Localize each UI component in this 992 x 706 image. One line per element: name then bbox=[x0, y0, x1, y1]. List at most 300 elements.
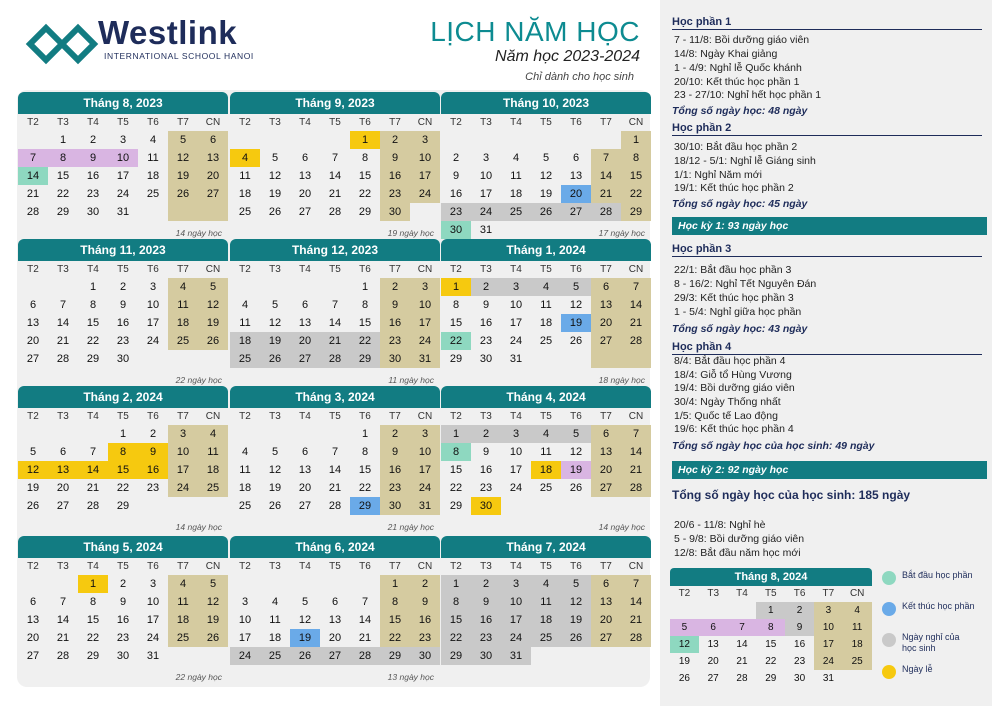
weekday-label: T6 bbox=[147, 264, 159, 275]
weekday-label: CN bbox=[417, 411, 433, 422]
day-cell: 1 bbox=[350, 131, 380, 149]
day-cell bbox=[18, 278, 48, 296]
hp4-item: 1/5: Quốc tế Lao động bbox=[674, 410, 778, 422]
day-cell bbox=[168, 647, 198, 665]
hp2-heading: Học phần 2 bbox=[672, 122, 982, 136]
day-cell: 17 bbox=[501, 611, 531, 629]
day-cell: 28 bbox=[328, 206, 342, 218]
day-cell: 4 bbox=[531, 575, 561, 593]
day-cell: 23 bbox=[410, 629, 440, 647]
day-cell: 20 bbox=[591, 314, 621, 332]
day-cell: 24 bbox=[509, 482, 523, 494]
day-cell: 28 bbox=[350, 647, 380, 665]
day-cell: 20 bbox=[707, 656, 719, 667]
day-cell: 13 bbox=[48, 461, 78, 479]
day-cell: 30 bbox=[410, 647, 440, 665]
day-cell: 5 bbox=[561, 575, 591, 593]
day-cell: 3 bbox=[149, 281, 157, 293]
weekday-label: T5 bbox=[540, 264, 552, 275]
day-cell: 26 bbox=[531, 203, 561, 221]
day-cell: 10 bbox=[814, 619, 843, 636]
week-row bbox=[230, 479, 440, 497]
day-cell: 13 bbox=[591, 593, 621, 611]
weekday-label: T3 bbox=[480, 561, 492, 572]
day-cell: 28 bbox=[621, 479, 651, 497]
school-year: Năm học 2023-2024 bbox=[495, 48, 640, 65]
study-days-count: 22 ngày học bbox=[175, 672, 222, 682]
day-cell: 12 bbox=[198, 593, 228, 611]
day-cell: 11 bbox=[531, 593, 561, 611]
day-cell: 24 bbox=[168, 479, 198, 497]
day-cell: 10 bbox=[410, 296, 440, 314]
day-cell: 7 bbox=[591, 149, 621, 167]
day-cell: 12 bbox=[561, 593, 591, 611]
day-cell: 4 bbox=[230, 149, 260, 167]
weekday-header bbox=[18, 261, 228, 278]
day-cell: 26 bbox=[290, 647, 320, 665]
weekday-label: T4 bbox=[87, 264, 99, 275]
day-cell: 1 bbox=[361, 281, 369, 293]
day-cell bbox=[230, 278, 260, 296]
day-cell: 30 bbox=[471, 497, 501, 515]
day-cell: 30 bbox=[380, 497, 410, 515]
day-cell: 21 bbox=[621, 611, 651, 629]
weekday-label: T3 bbox=[269, 264, 281, 275]
week-row bbox=[230, 593, 440, 611]
hk1-summary: Học kỳ 1: 93 ngày học bbox=[672, 217, 987, 235]
week-row bbox=[18, 296, 228, 314]
day-cell: 4 bbox=[531, 278, 561, 296]
day-cell: 27 bbox=[591, 479, 621, 497]
day-cell: 23 bbox=[380, 185, 410, 203]
day-cell: 24 bbox=[471, 203, 501, 221]
day-cell: 16 bbox=[471, 611, 501, 629]
day-cell: 8 bbox=[361, 152, 369, 164]
day-cell: 2 bbox=[471, 278, 501, 296]
weekday-label: T6 bbox=[570, 264, 582, 275]
weekday-label: T6 bbox=[147, 411, 159, 422]
day-cell bbox=[531, 350, 561, 368]
day-cell: 20 bbox=[290, 332, 320, 350]
day-cell: 12 bbox=[569, 299, 583, 311]
hp3-heading: Học phần 3 bbox=[672, 243, 982, 257]
day-cell: 2 bbox=[149, 428, 157, 440]
day-cell: 25 bbox=[539, 482, 553, 494]
week-row bbox=[670, 670, 872, 687]
month-calendar bbox=[18, 239, 228, 387]
day-cell: 6 bbox=[331, 596, 339, 608]
legend-swatch-icon bbox=[882, 602, 896, 616]
day-cell: 17 bbox=[146, 317, 160, 329]
week-row bbox=[670, 653, 872, 670]
weekday-header bbox=[670, 586, 872, 602]
day-cell: 17 bbox=[410, 314, 440, 332]
week-row bbox=[18, 425, 228, 443]
day-cell: 2 bbox=[380, 131, 410, 149]
hp3-item: 8 - 16/2: Nghỉ Tết Nguyên Đán bbox=[674, 278, 817, 290]
day-cell: 19 bbox=[260, 332, 290, 350]
day-cell: 2 bbox=[119, 281, 127, 293]
day-cell: 1 bbox=[380, 575, 410, 593]
weekday-label: T7 bbox=[389, 264, 401, 275]
day-cell: 13 bbox=[328, 614, 342, 626]
day-cell: 15 bbox=[108, 461, 138, 479]
day-cell: 22 bbox=[441, 629, 471, 647]
day-cell bbox=[290, 575, 320, 593]
hp1-heading: Học phần 1 bbox=[672, 16, 982, 30]
day-cell: 5 bbox=[301, 596, 309, 608]
day-cell: 5 bbox=[29, 446, 37, 458]
weekday-label: CN bbox=[849, 588, 865, 599]
day-cell: 24 bbox=[814, 653, 843, 670]
day-cell: 15 bbox=[765, 639, 777, 650]
month-calendar bbox=[441, 386, 651, 534]
summer-item: 12/8: Bắt đầu năm học mới bbox=[674, 547, 801, 559]
day-cell: 29 bbox=[765, 673, 777, 684]
weekday-label: T3 bbox=[480, 264, 492, 275]
weekday-header bbox=[230, 261, 440, 278]
header bbox=[0, 0, 660, 92]
day-cell: 12 bbox=[298, 614, 312, 626]
day-cell: 28 bbox=[621, 332, 651, 350]
day-cell: 27 bbox=[591, 629, 621, 647]
day-cell: 9 bbox=[119, 596, 127, 608]
day-cell: 28 bbox=[328, 500, 342, 512]
day-cell: 29 bbox=[358, 206, 372, 218]
weekday-label: T7 bbox=[389, 561, 401, 572]
day-cell: 26 bbox=[678, 673, 690, 684]
month-title: Tháng 5, 2024 bbox=[18, 536, 228, 558]
month-title: Tháng 2, 2024 bbox=[18, 386, 228, 408]
day-cell: 24 bbox=[501, 629, 531, 647]
day-cell: 26 bbox=[198, 332, 228, 350]
day-cell: 27 bbox=[707, 673, 719, 684]
day-cell: 24 bbox=[116, 188, 130, 200]
hp4-item: 30/4: Ngày Thống nhất bbox=[674, 396, 781, 408]
day-cell: 7 bbox=[59, 596, 67, 608]
day-cell: 11 bbox=[239, 317, 251, 329]
day-cell: 25 bbox=[238, 206, 252, 218]
day-cell: 30 bbox=[380, 350, 410, 368]
day-cell: 26 bbox=[198, 629, 228, 647]
weekday-header bbox=[18, 558, 228, 575]
study-days-count: 22 ngày học bbox=[175, 375, 222, 385]
day-cell: 5 bbox=[542, 152, 550, 164]
day-cell: 8 bbox=[441, 443, 471, 461]
day-cell: 2 bbox=[380, 425, 410, 443]
week-row bbox=[441, 296, 651, 314]
week-row bbox=[18, 593, 228, 611]
day-cell: 22 bbox=[449, 482, 463, 494]
day-cell: 27 bbox=[290, 350, 320, 368]
weekday-label: T7 bbox=[177, 264, 189, 275]
month-calendar bbox=[18, 92, 228, 240]
day-cell bbox=[260, 425, 290, 443]
day-cell: 1 bbox=[441, 278, 471, 296]
day-cell: 20 bbox=[198, 167, 228, 185]
day-cell: 22 bbox=[441, 332, 471, 350]
week-row bbox=[18, 167, 228, 185]
day-cell bbox=[561, 350, 591, 368]
day-cell bbox=[320, 131, 350, 149]
day-cell: 29 bbox=[449, 500, 463, 512]
day-cell bbox=[168, 497, 198, 515]
day-cell: 14 bbox=[591, 167, 621, 185]
day-cell: 14 bbox=[18, 167, 48, 185]
day-cell: 16 bbox=[116, 317, 130, 329]
day-cell: 17 bbox=[116, 170, 130, 182]
day-cell: 10 bbox=[410, 443, 440, 461]
day-cell bbox=[561, 131, 591, 149]
weekday-label: T5 bbox=[117, 561, 129, 572]
day-cell: 1 bbox=[119, 428, 127, 440]
day-cell bbox=[441, 131, 471, 149]
day-cell: 15 bbox=[86, 614, 100, 626]
day-cell: 11 bbox=[239, 464, 251, 476]
day-cell: 23 bbox=[116, 335, 130, 347]
day-cell: 8 bbox=[48, 149, 78, 167]
day-cell bbox=[48, 278, 78, 296]
weekday-label: T2 bbox=[27, 117, 39, 128]
weekday-label: T3 bbox=[57, 117, 69, 128]
weekday-label: T4 bbox=[736, 588, 748, 599]
day-cell: 21 bbox=[621, 314, 651, 332]
day-cell: 22 bbox=[621, 185, 651, 203]
day-cell bbox=[561, 647, 591, 665]
day-cell: 26 bbox=[569, 482, 583, 494]
day-cell: 17 bbox=[146, 614, 160, 626]
day-cell: 5 bbox=[271, 152, 279, 164]
day-cell bbox=[260, 131, 290, 149]
day-cell: 25 bbox=[531, 629, 561, 647]
day-cell: 10 bbox=[509, 446, 523, 458]
day-cell: 13 bbox=[569, 170, 583, 182]
weekday-label: T5 bbox=[117, 411, 129, 422]
month-calendar bbox=[230, 386, 440, 534]
day-cell: 2 bbox=[119, 578, 127, 590]
weekday-label: T2 bbox=[450, 117, 462, 128]
day-cell: 10 bbox=[509, 299, 523, 311]
day-cell: 25 bbox=[843, 653, 872, 670]
week-row bbox=[441, 350, 651, 368]
weekday-label: T5 bbox=[540, 561, 552, 572]
day-cell: 20 bbox=[26, 335, 40, 347]
weekday-label: T6 bbox=[570, 561, 582, 572]
hp3-item: 22/1: Bắt đầu học phần 3 bbox=[674, 264, 792, 276]
day-cell: 20 bbox=[298, 188, 312, 200]
day-cell: 19 bbox=[561, 314, 591, 332]
day-cell bbox=[320, 575, 350, 593]
day-cell: 31 bbox=[116, 206, 130, 218]
day-cell bbox=[699, 602, 728, 619]
day-cell: 22 bbox=[350, 332, 380, 350]
day-cell: 11 bbox=[843, 619, 872, 636]
weekday-label: CN bbox=[628, 264, 644, 275]
month-title: Tháng 4, 2024 bbox=[441, 386, 651, 408]
day-cell: 3 bbox=[410, 278, 440, 296]
week-row bbox=[18, 278, 228, 296]
weekday-header bbox=[230, 408, 440, 425]
day-cell: 16 bbox=[449, 188, 463, 200]
day-cell: 7 bbox=[331, 446, 339, 458]
week-row bbox=[441, 479, 651, 497]
day-cell: 8 bbox=[361, 299, 369, 311]
day-cell: 1 bbox=[756, 602, 785, 619]
weekday-label: T5 bbox=[329, 561, 341, 572]
day-cell: 10 bbox=[238, 614, 252, 626]
day-cell: 2 bbox=[471, 575, 501, 593]
day-cell: 29 bbox=[116, 500, 130, 512]
day-cell: 17 bbox=[410, 167, 440, 185]
day-cell: 3 bbox=[119, 134, 127, 146]
week-row bbox=[441, 593, 651, 611]
month-calendar bbox=[441, 92, 651, 240]
week-row bbox=[230, 629, 440, 647]
week-row bbox=[18, 149, 228, 167]
day-cell: 24 bbox=[410, 332, 440, 350]
day-cell: 15 bbox=[358, 464, 372, 476]
day-cell: 30 bbox=[471, 647, 501, 665]
day-cell: 16 bbox=[479, 317, 493, 329]
day-cell: 18 bbox=[843, 636, 872, 653]
day-cell: 21 bbox=[56, 335, 70, 347]
day-cell: 8 bbox=[621, 149, 651, 167]
hp1-item: 20/10: Kết thúc học phần 1 bbox=[674, 76, 800, 88]
week-row bbox=[441, 278, 651, 296]
day-cell: 14 bbox=[621, 296, 651, 314]
weekday-label: T7 bbox=[389, 411, 401, 422]
day-cell: 14 bbox=[328, 317, 342, 329]
weekday-label: T3 bbox=[57, 561, 69, 572]
day-cell: 12 bbox=[168, 149, 198, 167]
day-cell: 18 bbox=[531, 461, 561, 479]
day-cell: 2 bbox=[410, 575, 440, 593]
day-cell: 21 bbox=[328, 482, 342, 494]
day-cell: 19 bbox=[26, 482, 40, 494]
day-cell bbox=[561, 221, 591, 239]
day-cell: 29 bbox=[350, 350, 380, 368]
weekday-label: T2 bbox=[450, 561, 462, 572]
day-cell: 14 bbox=[736, 639, 748, 650]
month-title: Tháng 3, 2024 bbox=[230, 386, 440, 408]
weekday-label: T2 bbox=[450, 264, 462, 275]
day-cell: 8 bbox=[452, 299, 460, 311]
day-cell: 13 bbox=[198, 149, 228, 167]
month-calendar bbox=[18, 386, 228, 534]
week-row bbox=[441, 575, 651, 593]
day-cell: 13 bbox=[298, 317, 312, 329]
week-row bbox=[441, 167, 651, 185]
weekday-header bbox=[230, 114, 440, 131]
day-cell: 9 bbox=[785, 619, 814, 636]
day-cell: 1 bbox=[441, 425, 471, 443]
day-cell: 26 bbox=[168, 185, 198, 203]
day-cell: 18 bbox=[238, 482, 252, 494]
day-cell: 21 bbox=[26, 188, 40, 200]
day-cell: 15 bbox=[621, 167, 651, 185]
week-row bbox=[18, 443, 228, 461]
weekday-label: T7 bbox=[177, 411, 189, 422]
day-cell: 17 bbox=[410, 461, 440, 479]
weekday-label: T2 bbox=[239, 117, 251, 128]
day-cell: 7 bbox=[59, 299, 67, 311]
day-cell: 31 bbox=[410, 350, 440, 368]
day-cell: 23 bbox=[380, 479, 410, 497]
day-cell: 1 bbox=[361, 428, 369, 440]
week-row bbox=[230, 167, 440, 185]
day-cell: 3 bbox=[168, 425, 198, 443]
day-cell: 12 bbox=[268, 464, 282, 476]
day-cell: 4 bbox=[512, 152, 520, 164]
weekday-label: T2 bbox=[450, 411, 462, 422]
day-cell: 15 bbox=[358, 170, 372, 182]
day-cell: 2 bbox=[380, 278, 410, 296]
day-cell: 23 bbox=[471, 629, 501, 647]
day-cell: 15 bbox=[358, 317, 372, 329]
day-cell: 6 bbox=[29, 299, 37, 311]
day-cell: 21 bbox=[56, 632, 70, 644]
weekday-label: T4 bbox=[510, 411, 522, 422]
day-cell: 1 bbox=[78, 575, 108, 593]
day-cell: 31 bbox=[146, 650, 160, 662]
brand-name: Westlink bbox=[98, 14, 238, 51]
legend-label: Ngày lễ bbox=[902, 664, 933, 674]
day-cell bbox=[290, 131, 320, 149]
study-days-count: 14 ngày học bbox=[175, 228, 222, 238]
day-cell: 14 bbox=[358, 614, 372, 626]
day-cell: 8 bbox=[380, 593, 410, 611]
day-cell: 4 bbox=[531, 425, 561, 443]
weekday-label: T3 bbox=[269, 411, 281, 422]
day-cell: 5 bbox=[271, 299, 279, 311]
day-cell: 14 bbox=[56, 614, 70, 626]
day-cell: 1 bbox=[89, 281, 97, 293]
day-cell: 24 bbox=[230, 647, 260, 665]
weekday-header bbox=[441, 114, 651, 131]
day-cell: 5 bbox=[271, 446, 279, 458]
day-cell: 3 bbox=[410, 131, 440, 149]
day-cell: 6 bbox=[198, 131, 228, 149]
day-cell: 13 bbox=[591, 443, 621, 461]
day-cell: 27 bbox=[298, 206, 312, 218]
month-calendar bbox=[441, 536, 651, 684]
day-cell: 13 bbox=[298, 170, 312, 182]
day-cell: 4 bbox=[241, 446, 249, 458]
weekday-header bbox=[18, 114, 228, 131]
day-cell: 11 bbox=[168, 593, 198, 611]
weekday-label: T3 bbox=[57, 411, 69, 422]
day-cell: 17 bbox=[509, 464, 523, 476]
day-cell: 9 bbox=[138, 443, 168, 461]
day-cell: 22 bbox=[765, 656, 777, 667]
month-title: Tháng 8, 2024 bbox=[670, 568, 872, 586]
day-cell: 15 bbox=[56, 170, 70, 182]
day-cell: 30 bbox=[794, 673, 806, 684]
weekday-label: T7 bbox=[177, 561, 189, 572]
weekday-label: T4 bbox=[299, 117, 311, 128]
week-row bbox=[441, 629, 651, 647]
month-title: Tháng 7, 2024 bbox=[441, 536, 651, 558]
day-cell: 11 bbox=[540, 446, 552, 458]
day-cell: 27 bbox=[198, 185, 228, 203]
day-cell bbox=[230, 425, 260, 443]
day-cell: 19 bbox=[539, 188, 553, 200]
weekday-label: T5 bbox=[540, 411, 552, 422]
week-row bbox=[230, 611, 440, 629]
day-cell bbox=[320, 425, 350, 443]
day-cell: 16 bbox=[479, 464, 493, 476]
day-cell bbox=[621, 497, 651, 515]
